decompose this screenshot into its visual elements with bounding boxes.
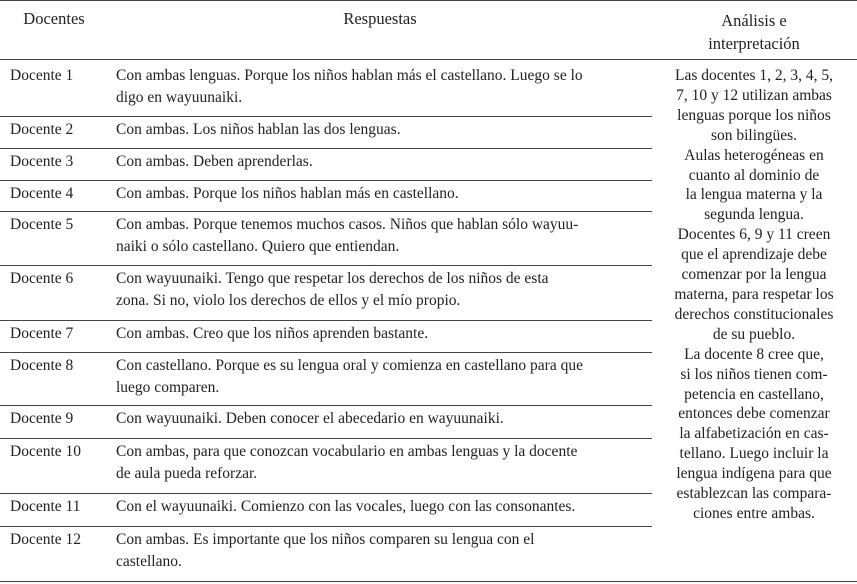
response-text: Con wayuunaiki. Tengo que respetar los derechos de los niños de esta bbox=[116, 270, 549, 287]
docente-label: Docente 6 bbox=[10, 270, 74, 287]
row-separator bbox=[0, 320, 652, 321]
row-separator bbox=[0, 526, 652, 527]
analysis-line: Docentes 6, 9 y 11 creen bbox=[677, 226, 831, 244]
row-separator bbox=[0, 211, 652, 212]
response-text: luego comparen. bbox=[116, 379, 220, 396]
analysis-line: tellano. Luego incluir la bbox=[679, 445, 829, 463]
analysis-line: petencia en castellano, bbox=[684, 385, 824, 403]
docente-label: Docente 5 bbox=[10, 216, 74, 233]
analysis-line: La docente 8 cree que, bbox=[684, 345, 824, 363]
analysis-line: la lengua materna y la bbox=[685, 186, 823, 204]
analysis-line: la alfabetización en cas- bbox=[679, 425, 829, 443]
response-text: naiki o sólo castellano. Quiero que entiendan. bbox=[116, 238, 400, 255]
docente-label: Docente 10 bbox=[10, 443, 82, 460]
analysis-line: segunda lengua. bbox=[704, 206, 804, 224]
row-separator bbox=[0, 405, 652, 406]
analysis-cell bbox=[658, 66, 850, 524]
response-text: Con ambas, para que conozcan vocabulario en ambas lenguas y la docente bbox=[116, 443, 578, 460]
analysis-line: lenguas porque los niños bbox=[677, 106, 831, 124]
docente-label: Docente 3 bbox=[10, 153, 74, 170]
docente-label: Docente 1 bbox=[10, 67, 74, 84]
analysis-line: de su pueblo. bbox=[712, 325, 796, 343]
analysis-line: comenzar por la lengua bbox=[681, 266, 827, 284]
header-analisis-line1: Análisis e bbox=[721, 11, 787, 30]
response-text: Con ambas. Porque los niños hablan más en castellano. bbox=[116, 185, 459, 202]
header-analisis-line2: interpretación bbox=[708, 34, 800, 53]
analysis-line: 7, 10 y 12 utilizan ambas bbox=[676, 86, 832, 104]
analysis-line: materna, para respetar los bbox=[674, 285, 834, 303]
analysis-line: derechos constitucionales bbox=[674, 305, 834, 323]
docente-label: Docente 11 bbox=[10, 498, 81, 515]
analysis-line: cuanto al dominio de bbox=[688, 166, 820, 184]
table-top-rule bbox=[0, 0, 857, 1]
row-separator bbox=[0, 493, 652, 494]
header-respuestas: Respuestas bbox=[343, 9, 417, 28]
response-text: Con ambas lenguas. Porque los niños hablan más el castellano. Luego se lo bbox=[116, 67, 583, 84]
docente-label: Docente 7 bbox=[10, 325, 74, 342]
analysis-line: Aulas heterogéneas en bbox=[684, 146, 824, 164]
docente-label: Docente 8 bbox=[10, 357, 74, 374]
analysis-line: establezcan las compara- bbox=[676, 485, 832, 503]
analysis-line: entonces debe comenzar bbox=[678, 405, 830, 423]
header-bottom-rule bbox=[0, 59, 857, 60]
response-text: Con el wayuunaiki. Comienzo con las vocales, luego con las consonantes. bbox=[116, 498, 576, 515]
row-separator bbox=[0, 180, 652, 181]
docente-label: Docente 12 bbox=[10, 531, 82, 548]
analysis-line: son bilingües. bbox=[710, 126, 798, 144]
table-bottom-rule bbox=[0, 581, 857, 582]
analysis-line: si los niños tienen com- bbox=[680, 365, 828, 383]
analysis-line: Las docentes 1, 2, 3, 4, 5, bbox=[675, 67, 833, 84]
response-text: Con wayuunaiki. Deben conocer el abecedario en wayuunaiki. bbox=[116, 410, 504, 427]
analysis-line: que el aprendizaje debe bbox=[681, 246, 827, 264]
row-separator bbox=[0, 438, 652, 439]
response-text: digo en wayuunaiki. bbox=[116, 89, 243, 106]
docente-label: Docente 2 bbox=[10, 121, 74, 138]
row-separator bbox=[0, 148, 652, 149]
response-text: de aula pueda reforzar. bbox=[116, 465, 258, 482]
response-text: castellano. bbox=[116, 553, 182, 570]
response-text: Con ambas. Deben aprenderlas. bbox=[116, 153, 313, 170]
response-text: Con ambas. Porque tenemos muchos casos. Niños que hablan sólo wayuu- bbox=[116, 216, 579, 233]
response-text: Con castellano. Porque es su lengua oral y comienza en castellano para que bbox=[116, 357, 583, 374]
response-text: Con ambas. Los niños hablan las dos lenguas. bbox=[116, 121, 401, 138]
docente-label: Docente 9 bbox=[10, 410, 74, 427]
row-separator bbox=[0, 265, 652, 266]
response-text: Con ambas. Creo que los niños aprenden bastante. bbox=[116, 325, 429, 342]
header-docentes: Docentes bbox=[23, 9, 85, 28]
analysis-line: lengua indígena para que bbox=[676, 465, 832, 483]
docente-label: Docente 4 bbox=[10, 185, 74, 202]
response-text: Con ambas. Es importante que los niños comparen su lengua con el bbox=[116, 531, 535, 548]
row-separator bbox=[0, 116, 652, 117]
row-separator bbox=[0, 352, 652, 353]
response-text: zona. Si no, violo los derechos de ellos y el mío propio. bbox=[116, 292, 461, 309]
analysis-line: ciones entre ambas. bbox=[693, 504, 815, 522]
